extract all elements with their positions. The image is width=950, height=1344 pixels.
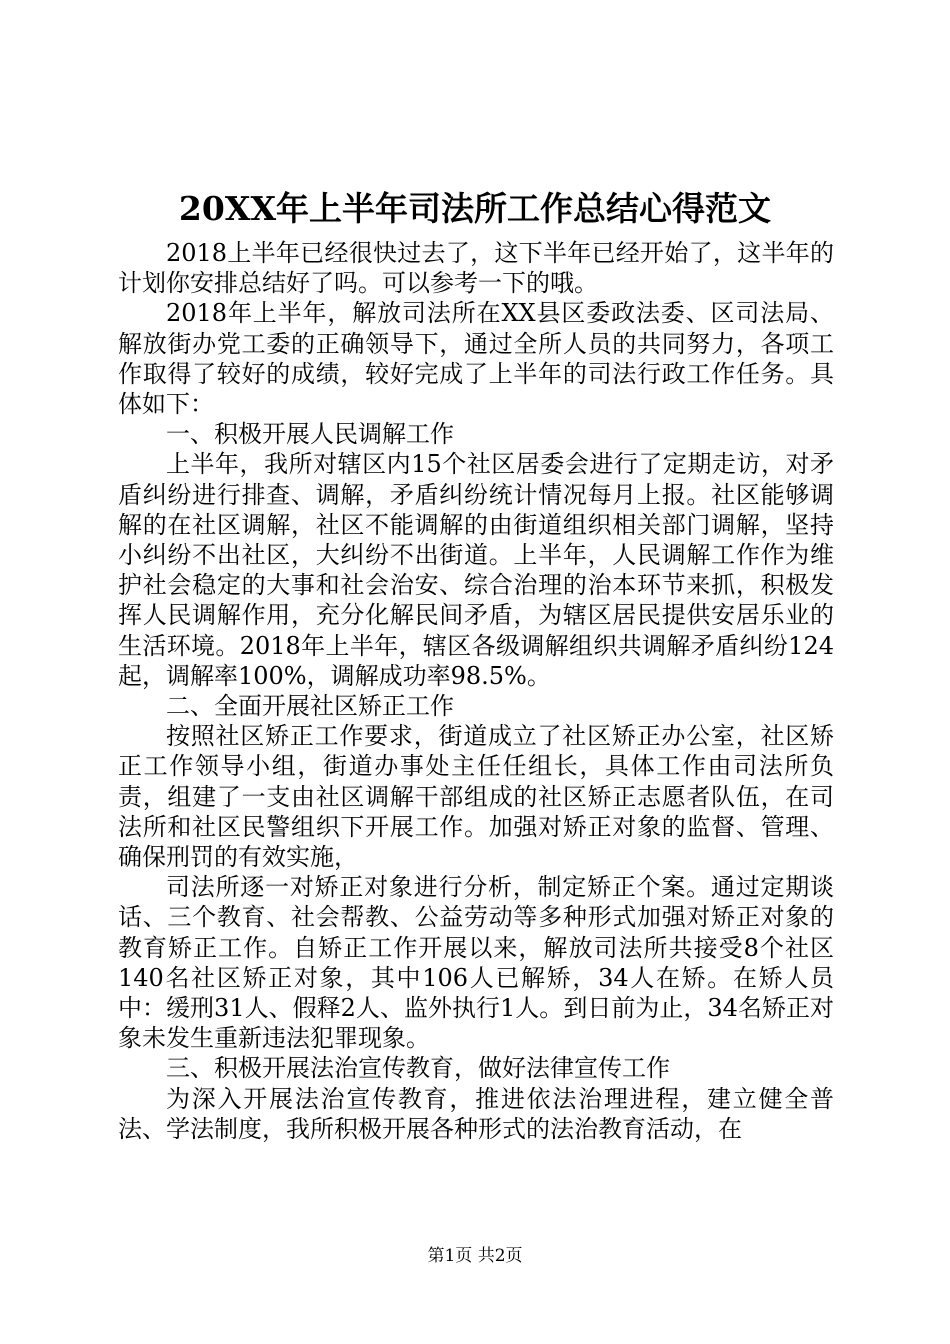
document-title: 20XX年上半年司法所工作总结心得范文 xyxy=(178,189,772,228)
paragraph-legal-education: 为深入开展法治宣传教育，推进依法治理进程，建立健全普法、学法制度，我所积极开展各种形式的法治教育活动，在 xyxy=(118,1084,834,1143)
section-heading-legal-education: 三、积极开展法治宣传教育，做好法律宣传工作 xyxy=(166,1054,670,1083)
document-body xyxy=(118,238,834,1144)
paragraph-overview: 2018年上半年，解放司法所在XX县区委政法委、区司法局、解放街办党工委的正确领导下，通过全所人员的共同努力，各项工作取得了较好的成绩，较好完成了上半年的司法行政工作任务。具体如下： xyxy=(118,299,834,419)
paragraph-correction-2: 司法所逐一对矫正对象进行分析，制定矫正个案。通过定期谈话、三个教育、社会帮教、公益劳动等多种形式加强对矫正对象的教育矫正工作。自矫正工作开展以来，解放司法所共接受8个社区140名社区矫正对象，其中106人已解矫，34人在矫。在矫人员中：缓刑31人、假释2人、监外执行1人。到日前为止，34名矫正对象未发生重新违法犯罪现象。 xyxy=(118,873,834,1053)
paragraph-intro: 2018上半年已经很快过去了，这下半年已经开始了，这半年的计划你安排总结好了吗。可以参考一下的哦。 xyxy=(118,239,834,298)
paragraph-correction-1: 按照社区矫正工作要求，街道成立了社区矫正办公室，社区矫正工作领导小组，街道办事处主任任组长，具体工作由司法所负责，组建了一支由社区调解干部组成的社区矫正志愿者队伍，在司法所和社区民警组织下开展工作。加强对矫正对象的监督、管理、确保刑罚的有效实施， xyxy=(118,722,834,872)
paragraph-mediation: 上半年，我所对辖区内15个社区居委会进行了定期走访，对矛盾纠纷进行排查、调解，矛盾纠纷统计情况每月上报。社区能够调解的在社区调解，社区不能调解的由街道组织相关部门调解，坚持小纠纷不出社区，大纠纷不出街道。上半年，人民调解工作作为维护社会稳定的大事和社会治安、综合治理的治本环节来抓，积极发挥人民调解作用，充分化解民间矛盾，为辖区居民提供安居乐业的生活环境。2018年上半年，辖区各级调解组织共调解矛盾纠纷124起，调解率100%，调解成功率98.5%。 xyxy=(118,450,834,690)
section-heading-mediation: 一、积极开展人民调解工作 xyxy=(166,420,454,449)
section-heading-correction: 二、全面开展社区矫正工作 xyxy=(166,692,454,721)
page-footer: 第1页 共2页 xyxy=(427,1246,523,1266)
